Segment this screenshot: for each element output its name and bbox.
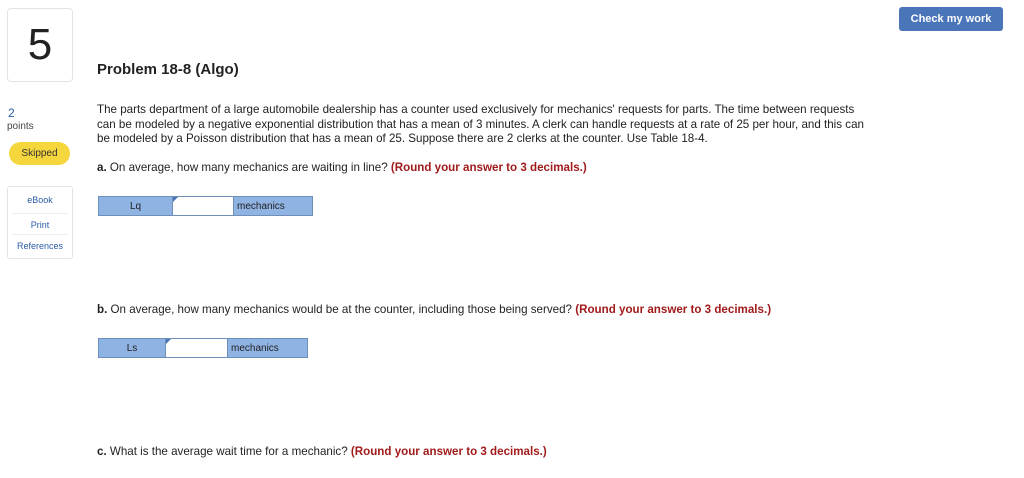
question-a-note: (Round your answer to 3 decimals.): [390, 161, 587, 174]
print-link[interactable]: Print: [30, 220, 50, 230]
question-c-note: (Round your answer to 3 decimals.): [350, 445, 547, 458]
answer-b-unit: mechanics: [228, 339, 307, 357]
question-a-lead: a.: [97, 161, 107, 174]
points-value: 2: [8, 106, 15, 120]
ls-input[interactable]: [166, 341, 227, 359]
answer-b-label: Ls: [99, 339, 165, 357]
divider: [12, 213, 68, 214]
answer-a-unit: mechanics: [234, 197, 312, 215]
question-a-text: On average, how many mechanics are waiting in line?: [106, 161, 391, 174]
input-flag-icon: [166, 339, 171, 344]
status-badge: Skipped: [9, 142, 70, 165]
question-b-lead: b.: [97, 303, 108, 316]
lq-input[interactable]: [173, 199, 233, 217]
problem-title: Problem 18-8 (Algo): [97, 61, 239, 78]
answer-b-cell: [165, 339, 228, 357]
check-my-work-button[interactable]: Check my work: [899, 7, 1003, 31]
tools-panel: [7, 186, 73, 259]
answer-a-cell: [172, 197, 234, 215]
question-c-text: What is the average wait time for a mechanic?: [106, 445, 351, 458]
ebook-link[interactable]: eBook: [27, 195, 53, 205]
answer-row-a: [98, 196, 313, 216]
input-flag-icon: [173, 197, 178, 202]
question-b: [97, 303, 771, 316]
points-label: points: [7, 121, 34, 132]
question-a: [97, 161, 587, 174]
question-b-text: On average, how many mechanics would be at the counter, including those being served?: [107, 303, 576, 316]
question-c: [97, 445, 547, 458]
question-number: 5: [7, 8, 73, 82]
problem-prompt: The parts department of a large automobile dealership has a counter used exclusively for mechanics' requests for parts. The time between requests can be modeled by a negative exponential distribution that has a mean of 3 minutes. A clerk can handle requests at a rate of 25 per hour, and this can be modeled by a Poisson distribution that has a mean of 25. Suppose there are 2 clerks at the counter. Use Table 18-4.: [97, 103, 864, 146]
question-c-lead: c.: [97, 445, 107, 458]
answer-a-label: Lq: [99, 197, 172, 215]
divider: [12, 234, 68, 235]
question-b-note: (Round your answer to 3 decimals.): [575, 303, 772, 316]
references-link[interactable]: References: [16, 241, 64, 251]
answer-row-b: [98, 338, 308, 358]
